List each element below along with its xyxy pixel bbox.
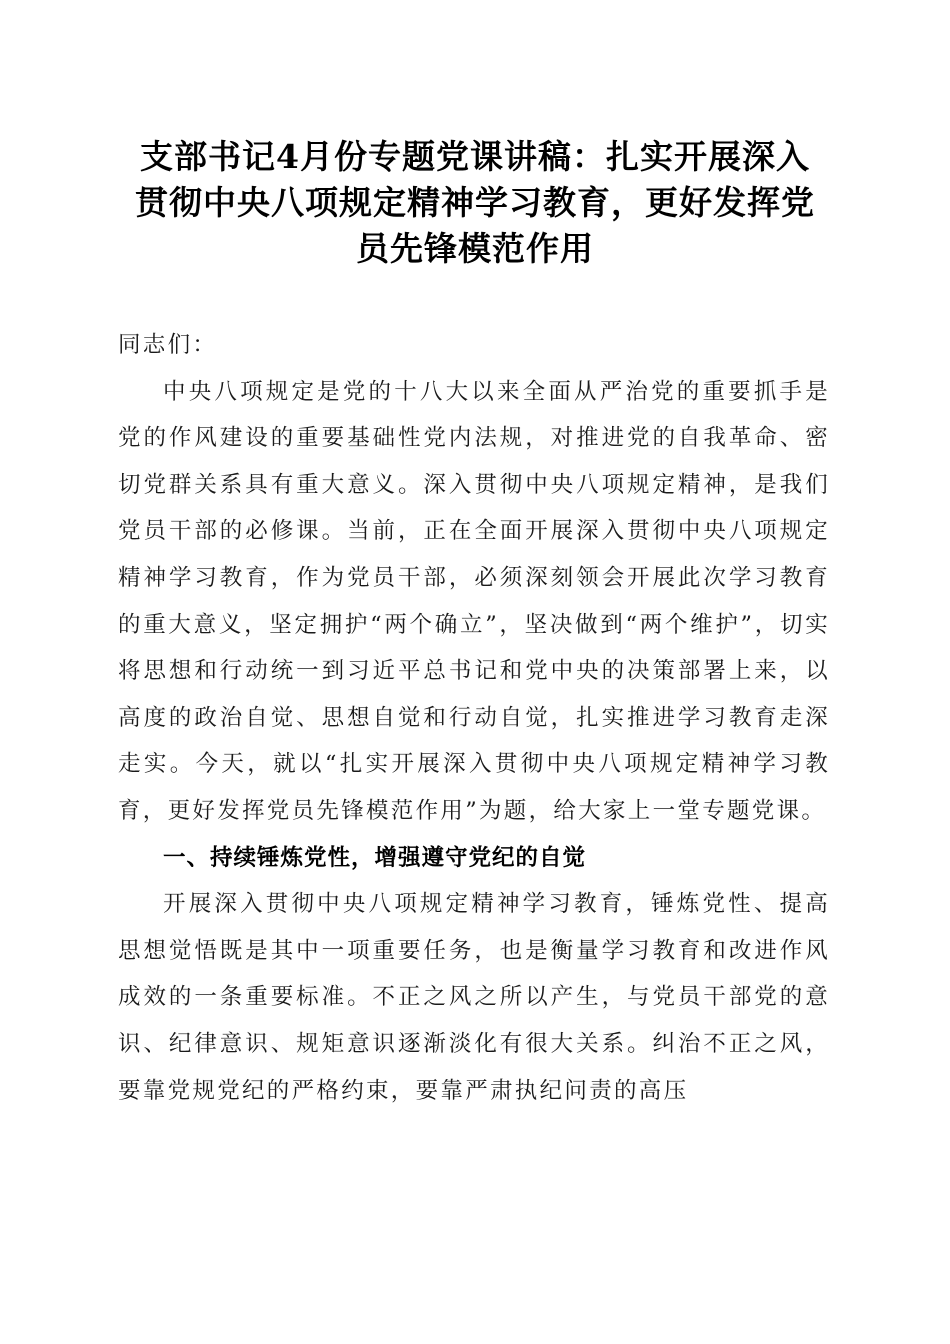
section-paragraph: 开展深入贯彻中央八项规定精神学习教育，锤炼党性、提高思想觉悟既是其中一项重要任务，也是衡量学习教育和改进作风成效的一条重要标准。不正之风之所以产生，与党员干部党的意识、纪律意识、规矩意识逐渐淡化有很大关系。纠治不正之风，要靠党规党纪的严格约束，要靠严肃执纪问责的高压 bbox=[118, 891, 830, 1104]
document-body bbox=[118, 322, 830, 1114]
title-line-1: 支部书记4月份专题党课讲稿：扎实开展深入 bbox=[140, 137, 810, 176]
intro-paragraph: 中央八项规定是党的十八大以来全面从严治党的重要抓手是党的作风建设的重要基础性党内法规，对推进党的自我革命、密切党群关系具有重大意义。深入贯彻中央八项规定精神，是我们党员干部的必修课。当前，正在全面开展深入贯彻中央八项规定精神学习教育，作为党员干部，必须深刻领会开展此次学习教育的重大意义，坚定拥护“两个确立”，坚决做到“两个维护”，切实将思想和行动统一到习近平总书记和党中央的决策部署上来，以高度的政治自觉、思想自觉和行动自觉，扎实推进学习教育走深走实。今天，就以“扎实开展深入贯彻中央八项规定精神学习教育，更好发挥党员先锋模范作用”为题，给大家上一堂专题党课。 bbox=[118, 378, 830, 824]
title-line-2: 贯彻中央八项规定精神学习教育，更好发挥党 bbox=[135, 183, 815, 222]
section-heading: 一、持续锤炼党性，增强遵守党纪的自觉 bbox=[163, 844, 587, 871]
title-line-3: 员先锋模范作用 bbox=[356, 229, 594, 268]
document-title bbox=[110, 134, 840, 272]
greeting: 同志们： bbox=[118, 332, 218, 358]
